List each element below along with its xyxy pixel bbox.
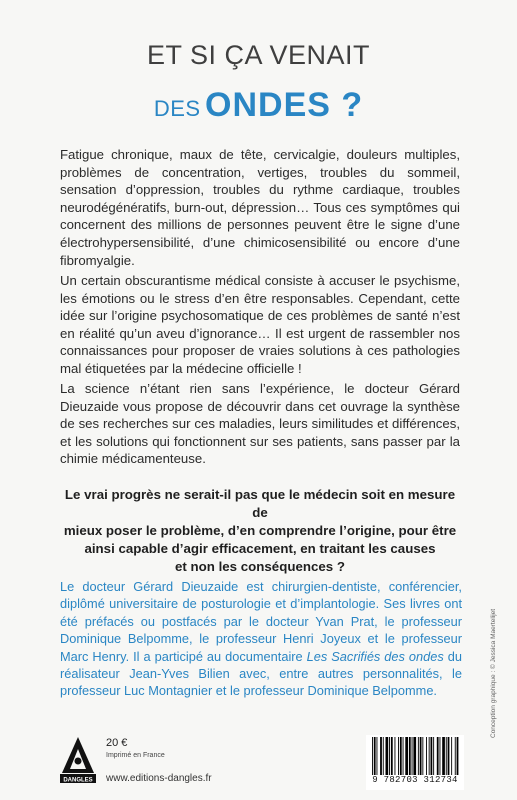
bio-text-end: du réalisateur Jean-Yves Bilien avec, entre autres personnalités, le professeur Luc Montagnier et le professeur Dominique Belpomme. (60, 648, 462, 699)
price: 20 € (106, 737, 128, 749)
paragraph-science: La science n’étant rien sans l’expérience, le docteur Gérard Dieuzaide vous propose de découvrir dans cet ouvrage la synthèse de ses recherches sur ces maladies, leurs similitudes et différences, et les solutions qui fonctionnent sur ses patients, sans passer par la chimie médicamenteuse. (60, 381, 460, 467)
title-ondes: ONDES ? (205, 86, 364, 124)
title-line-2 (0, 86, 517, 125)
paragraph-symptoms: Fatigue chronique, maux de tête, cervicalgie, douleurs multiples, problèmes de concentration, vertiges, troubles du sommeil, sensation d’oppression, troubles du rythme cardiaque, troubles neurodégénératifs, burn-out, dépression… Tous ces symptômes qui concernent des millions de personnes peuvent être le signe d’une électrohypersensibilité, d’une chimicosensibilité ou encore d’une fibromyalgie. (60, 147, 460, 268)
printed-in: Imprimé en France (106, 752, 165, 759)
key-question (58, 486, 462, 576)
author-bio (60, 578, 462, 700)
bio-text-start: Le docteur Gérard Dieuzaide est chirurgien-dentiste, conférencier, diplômé universitaire de posturologie et d’implantologie. Ses livres ont été préfacés ou postfacés par le docteur Yvan Prat, le professeur Dominique Belpomme, le professeur Henri Joyeux et le professeur Marc Henry. Il a participé au documentaire (60, 579, 462, 664)
paragraph-obscurantism: Un certain obscurantisme médical consiste à accuser le psychisme, les émotions ou le stress d’en être responsables. Cependant, cette idée sur l’origine psychosomatique de ces problèmes de santé n’est en réalité qu’un aveu d’ignorance… Il est urgent de rassembler nos connaissances pour proposer de vraies solutions à ces pathologies mal étiquetées par la médecine officielle ! (60, 273, 460, 376)
design-credit: Conception graphique : © Jessica Maertelijet (490, 608, 497, 738)
key-question-line: et non les conséquences ? (175, 559, 345, 574)
title-line-1: ET SI ÇA VENAIT (146, 40, 371, 70)
isbn-number: 9 782703 312734 (372, 775, 458, 785)
documentary-title: Les Sacrifiés des ondes (306, 648, 444, 664)
publisher-name: DANGLES (63, 777, 93, 784)
key-question-line: Le vrai progrès ne serait-il pas que le médecin soit en mesure de (64, 487, 456, 520)
key-question-line: ainsi capable d’agir efficacement, en traitant les causes (84, 541, 436, 556)
title-des: DES (153, 96, 201, 121)
publisher-logo (58, 735, 98, 785)
key-question-line: mieux poser le problème, d’en comprendre l’origine, pour être (63, 523, 457, 538)
publisher-website: www.editions-dangles.fr (106, 773, 212, 784)
